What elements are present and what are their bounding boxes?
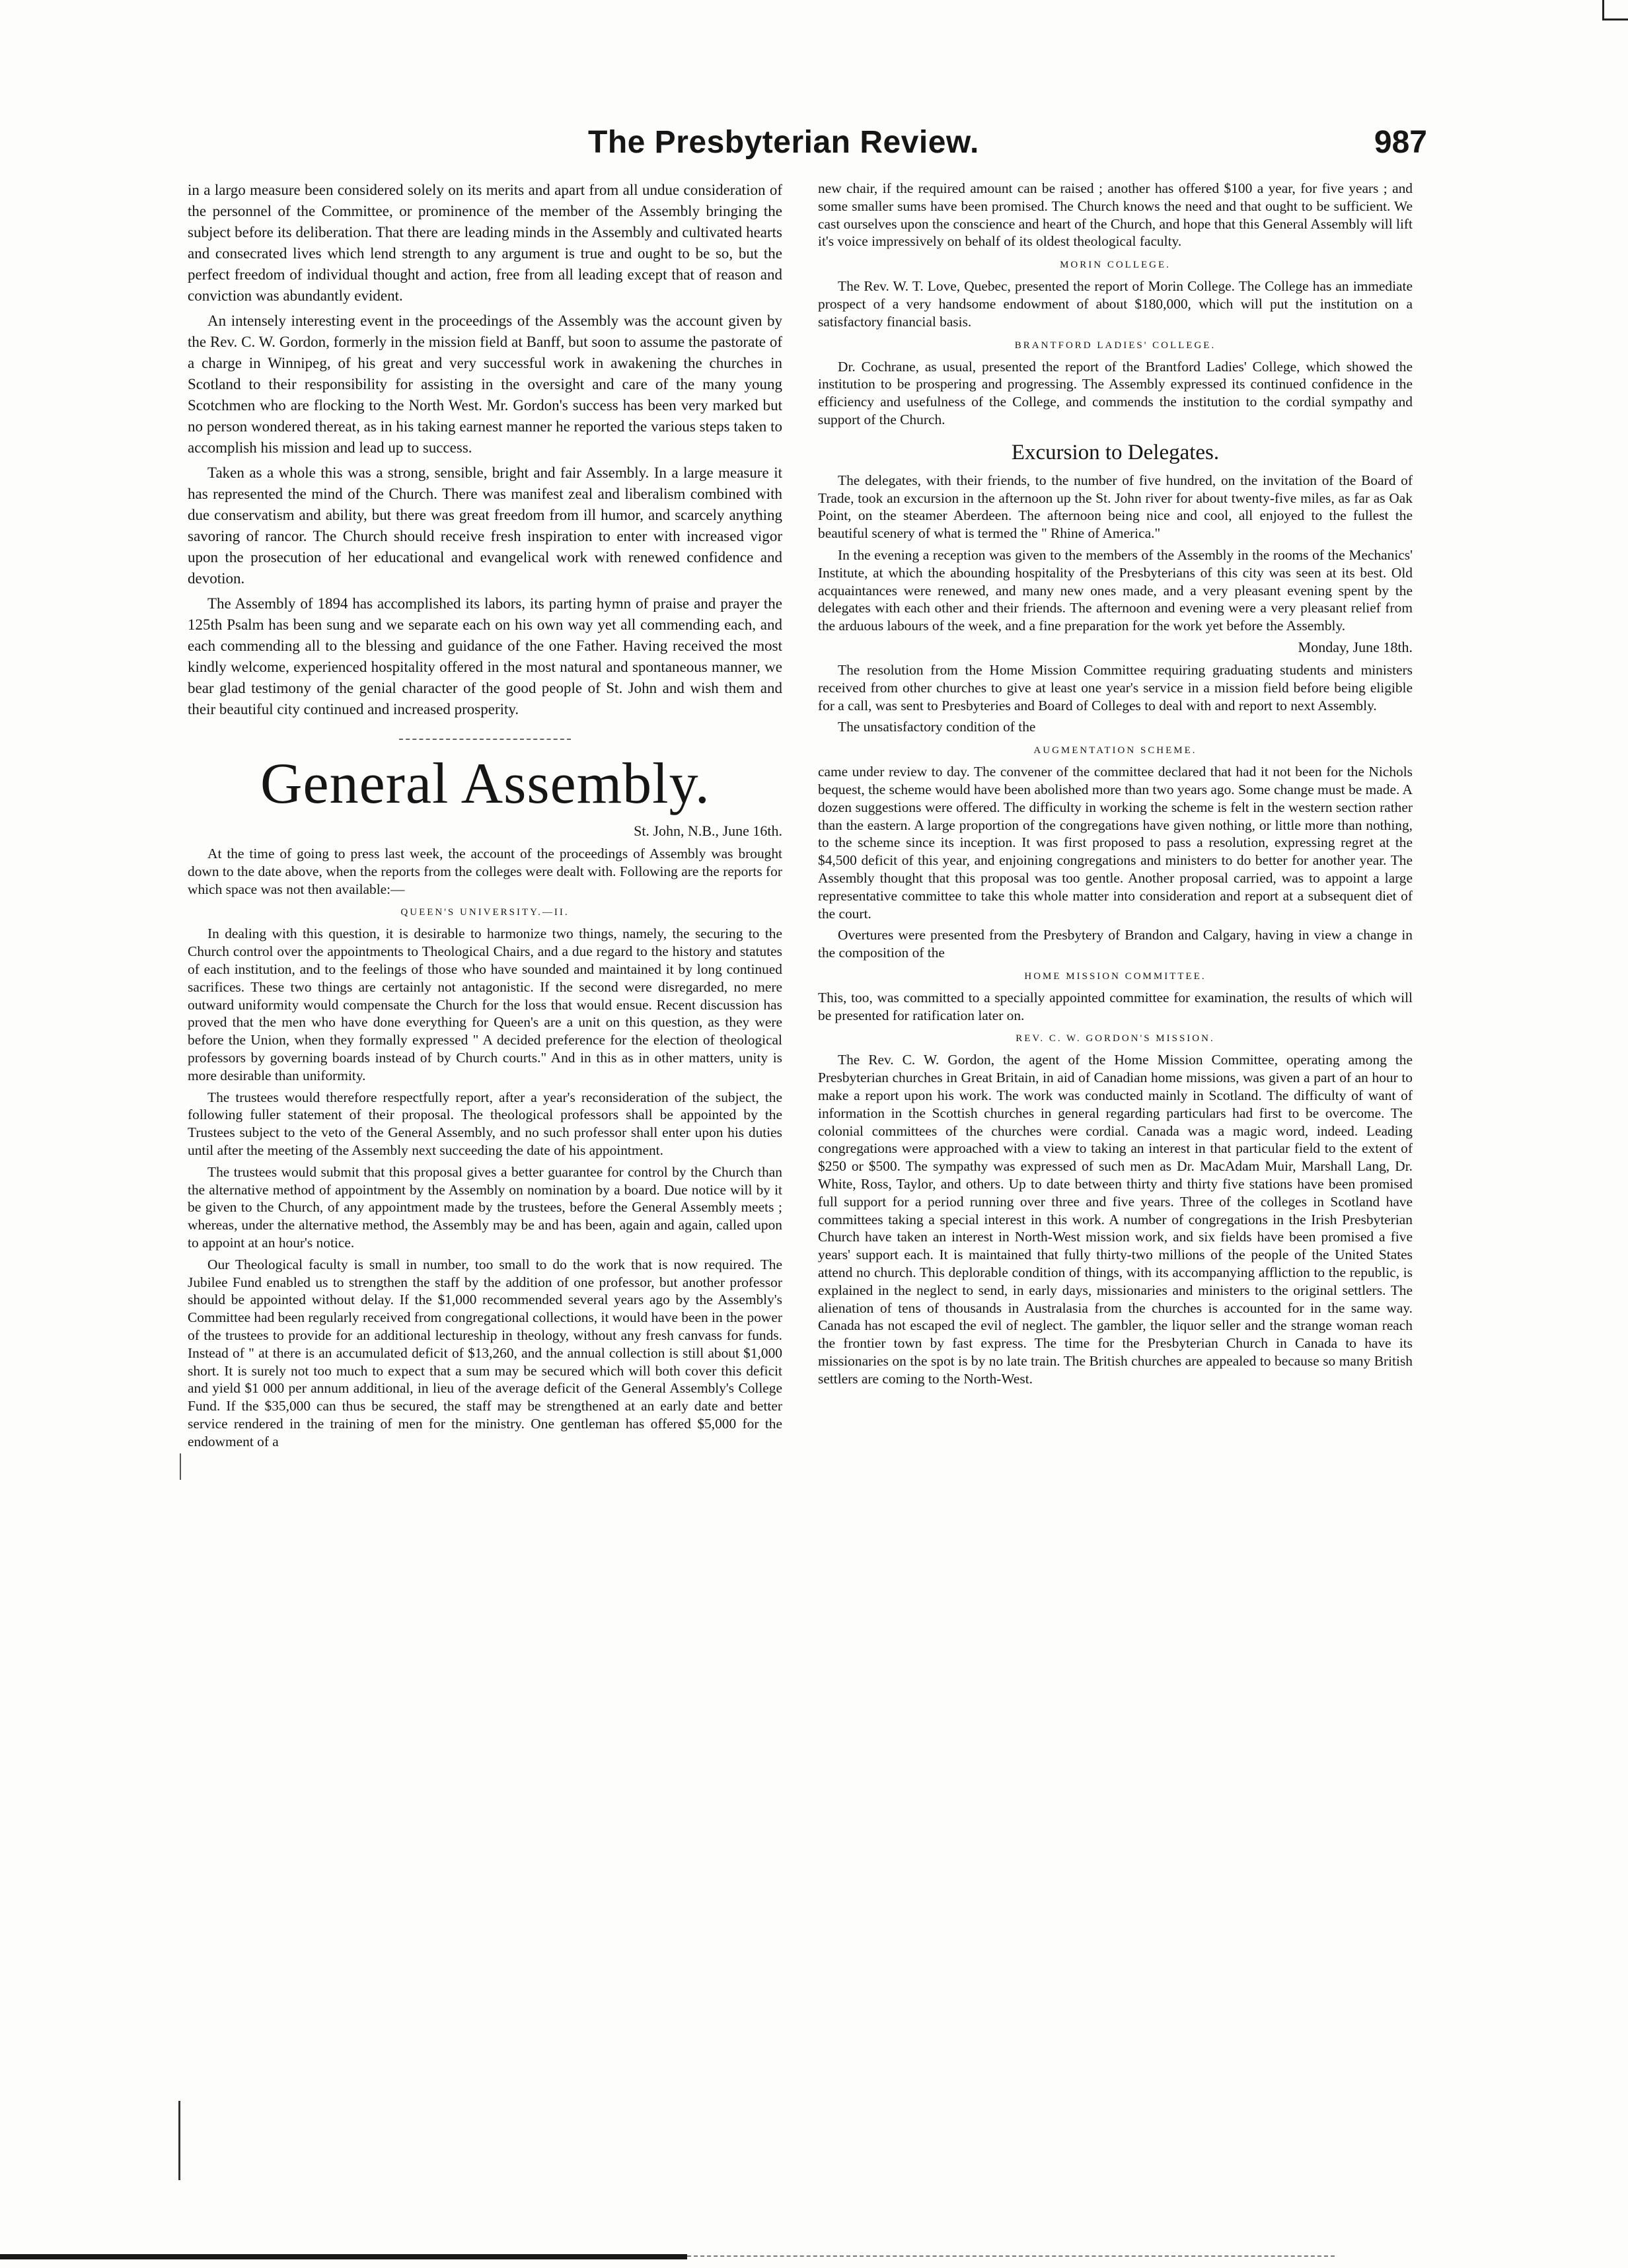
margin-mark bbox=[178, 2101, 180, 2180]
paragraph: This, too, was committed to a specially appointed committee for examination, the results of which will be presented for ratification later on. bbox=[818, 989, 1413, 1023]
running-header bbox=[185, 124, 1427, 170]
dateline: St. John, N.B., June 16th. bbox=[634, 823, 782, 839]
paragraph: The delegates, with their friends, to the number of five hundred, on the invitation of the Board of Trade, took an excursion in the afternoon up the St. John river for about twenty-five miles, as far as Oak Point, on the steamer Aberdeen. The afternoon being nice and cool, all enjoyed to the fullest the beautiful scenery of what is termed the " Rhine of America." bbox=[818, 472, 1413, 542]
page-number: 987 bbox=[1374, 125, 1427, 160]
corner-crop-mark bbox=[1602, 0, 1628, 20]
paragraph: Overtures were presented from the Presbytery of Brandon and Calgary, having in view a change in the composition of the bbox=[818, 927, 1413, 961]
subheading-queens-university: QUEEN'S UNIVERSITY.—II. bbox=[400, 907, 570, 918]
paragraph: Dr. Cochrane, as usual, presented the report of the Brantford Ladies' College, which showed the institution to be prospering and progressing. The Assembly expressed its continued confidence in the efficiency and usefulness of the College, and commends the institution to the cordial sympathy and support of the Church. bbox=[818, 358, 1413, 427]
margin-mark bbox=[180, 1453, 181, 1480]
journal-title: The Presbyterian Review. bbox=[588, 125, 979, 160]
paragraph: In dealing with this question, it is desirable to harmonize two things, namely, the securing to the Church control over the appointments to Theological Chairs, and a due regard to the history and statutes of each institution, and to the feelings of those who have sounded and maintained it by long continued sacrifices. These two things are certainly not antagonistic. If the second were disregarded, no mere outward uniformity would compensate the Church for the loss that would ensue. Recent discussion has proved that the men who have done everything for Queen's are a unit on this question, as they were before the Union, when they formally expressed " A decided preference for the election of theological professors by governing boards instead of by Church courts." And in this as in other matters, unity is more desirable than uniformity. bbox=[188, 926, 782, 1083]
excursion-heading: Excursion to Delegates. bbox=[1011, 440, 1220, 464]
section-divider bbox=[399, 739, 571, 740]
article-title: General Assembly. bbox=[260, 752, 710, 816]
subheading-augmentation-scheme: AUGMENTATION SCHEME. bbox=[1033, 745, 1197, 756]
subheading-morin-college: MORIN COLLEGE. bbox=[1060, 260, 1171, 271]
dateline: Monday, June 18th. bbox=[1298, 638, 1413, 655]
subheading-brantford-college: BRANTFORD LADIES' COLLEGE. bbox=[1014, 340, 1216, 351]
paragraph: In the evening a reception was given to the members of the Assembly in the rooms of the Mechanics' Institute, at which the abounding hospitality of the Presbyterians of this city was seen at its best. Old acquaintances were renewed, and many new ones made, and a very pleasant evening spent by the delegates with each other and their friends. The afternoon and evening were a very pleasant relief from the arduous labours of the week, and a fine preparation for the work yet before the Assembly. bbox=[818, 546, 1413, 634]
page-edge-rule bbox=[0, 2254, 687, 2259]
subheading-gordon-mission: REV. C. W. GORDON'S MISSION. bbox=[1016, 1033, 1215, 1044]
paragraph: The trustees would submit that this proposal gives a better guarantee for control by the Church than the alternative method of appointment by the Assembly on nomination by a board. Due notice will by it be given to the Church, of any appointment made by the trustees, before the General Assembly meets ; whereas, under the alternative method, the Assembly may be and has been, again and again, called upon to appoint at an hour's notice. bbox=[188, 1163, 782, 1251]
paragraph: new chair, if the required amount can be raised ; another has offered $100 a year, for five years ; and some smaller sums have been promised. The Church knows the need and that ought to be sufficient. We cast ourselves upon the conscience and heart of the Church, and hope that this General Assembly will lift it's voice impressively on behalf of its oldest theological faculty. bbox=[818, 180, 1413, 250]
subheading-home-mission-committee: HOME MISSION COMMITTEE. bbox=[1024, 970, 1206, 982]
paragraph: The resolution from the Home Mission Committee requiring graduating students and ministers received from other churches to give at least one year's service in a mission field before being eligible for a call, was sent to Presbyteries and Board of Colleges to deal with and report to next Assembly. bbox=[818, 661, 1413, 713]
paragraph: The trustees would therefore respectfully report, after a year's reconsideration of the subject, the following fuller statement of their proposal. The theological professors shall be appointed by the Trustees subject to the veto of the General Assembly, and no such professor shall enter upon his duties until after the meeting of the Assembly next succeeding the date of his appointment. bbox=[188, 1089, 782, 1158]
right-column bbox=[818, 180, 1413, 1392]
continued-article bbox=[188, 180, 782, 720]
paragraph: The unsatisfactory condition of the bbox=[838, 719, 1036, 735]
intro-paragraph: At the time of going to press last week, the account of the proceedings of Assembly was brought down to the date above, when the reports from the colleges were dealt with. Following are the reports for which space was not then available:— bbox=[188, 846, 782, 897]
left-column bbox=[188, 180, 782, 1455]
paragraph: Our Theological faculty is small in number, too small to do the work that is now required. The Jubilee Fund enabled us to strengthen the staff by the addition of one professor, but another professor should be appointed without delay. If the $1,000 recommended several years ago by the Assembly's Committee had been regularly received from congregational collections, it would have been in the power of the trustees to provide for an additional lectureship in theology, without any fresh canvass for funds. Instead of " at there is an accumulated deficit of $13,260, and the annual collection is still about $1,000 short. It is surely not too much to expect that a sum may be secured which will both cover this deficit and yield $1 000 per annum additional, in lieu of the average deficit of the General Assembly's College Fund. If the $35,000 can thus be secured, the staff may be strengthened at an early date and better service rendered in the training of men for the ministry. One gentleman has offered $5,000 for the endowment of a bbox=[188, 1256, 782, 1449]
paragraph: came under review to day. The convener of the committee declared that had it not been for the Nichols bequest, the scheme would have been abolished more than two years ago. Some change must be made. A dozen suggestions were offered. The difficulty in working the scheme is felt in the western section rather than the eastern. A large proportion of the congregations have given nothing, or little more than nothing, to the scheme since its inception. It was first proposed to pass a resolution, expressing regret at the $4,500 deficit of this year, and enjoining congregations and ministers to do better for another year. The Assembly thought that this proposal was too gentle. Another proposal carried, was to appoint a large representative committee to take this whole matter into consideration and report at a subsequent diet of the court. bbox=[818, 764, 1413, 922]
general-assembly-article bbox=[188, 845, 782, 1451]
paragraph: The Rev. C. W. Gordon, the agent of the Home Mission Committee, operating among the Presbyterian churches in Great Britain, in aid of Canadian home missions, was given a part of an hour to make a report upon his work. The work was conducted mainly in Scotland. The difficulty of want of information in the Scottish churches in general regarding particulars had first to be overcome. The colonial committees of the churches were cordial. Canada was a magic word, indeed. Leading congregations were approached with a view to taking an interest in that particular field to the extent of $250 or $500. The sympathy was expressed of such men as Dr. MacAdam Muir, Marshall Lang, Dr. White, Ross, Taylor, and others. Up to date between thirty and thirty five stations have been promised full support for a period running over three and five years. Three of the colleges in Scotland have committees taking a special interest in this work. A number of congregations in the Irish Presbyterian Church have taken an interest in North-West mission work, and six fields have been promised a five years' support each. It is maintained that fully thirty-two millions of the people of the United States attend no church. This deplorable condition of things, with its accompanying affliction to the republic, is explained in the neglect to send, in early days, missionaries and ministers to the original settlers. The alienation of tens of thousands in Australasia from the churches is accounted for in the same way. Canada has not escaped the evil of neglect. The gambler, the liquor seller and the strange woman reach the frontier town by fast express. The time for the Presbyterian Church in Canada to have its missionaries on the spot is by no late train. The British churches are appealed to because so many British settlers are coming to the North-West. bbox=[818, 1052, 1413, 1387]
paragraph: The Assembly of 1894 has accomplished its labors, its parting hymn of praise and prayer the 125th Psalm has been sung and we separate each on his own way yet all commending each, and each commending all to the blessing and guidance of the one Father. Having received the most kindly welcome, experienced hospitality offered in the most natural and spontaneous manner, we bear glad testimony of the genial character of the good people of St. John and wish them and their beautiful city continued and increased prosperity. bbox=[188, 595, 782, 717]
paragraph: An intensely interesting event in the proceedings of the Assembly was the account given by the Rev. C. W. Gordon, formerly in the mission field at Banff, but soon to assume the pastorate of a charge in Winnipeg, of his great and very successful work in awakening the churches in Scotland to their responsibility for assisting in the oversight and care of the many young Scotchmen who are flocking to the North West. Mr. Gordon's success has been very marked but no person wondered thereat, as in his taking earnest manner he reported the various steps taken to accomplish his mission and lead up to success. bbox=[188, 312, 782, 456]
page-edge-dashes bbox=[687, 2255, 1335, 2257]
paragraph: Taken as a whole this was a strong, sensible, bright and fair Assembly. In a large measure it has represented the mind of the Church. There was manifest zeal and liberalism combined with due conservatism and ability, but there was great freedom from ill humor, and scarcely anything savoring of rancor. The Church should receive fresh inspiration to enter with increased vigor upon the prosecution of her educational and evangelical work with renewed confidence and devotion. bbox=[188, 464, 782, 587]
paragraph: The Rev. W. T. Love, Quebec, presented the report of Morin College. The College has an immediate prospect of a very handsome endowment of about $180,000, which will put the institution on a satisfactory financial basis. bbox=[818, 278, 1413, 330]
paragraph: in a largo measure been considered solely on its merits and apart from all undue consideration of the personnel of the Committee, or prominence of the member of the Assembly bringing the subject before its deliberation. That there are leading minds in the Assembly and cultivated hearts and consecrated lives which lend strength to any argument is true and ought to be so, but the perfect freedom of individual thought and action, free from all leading except that of reason and conviction was abundantly evident. bbox=[188, 182, 782, 304]
